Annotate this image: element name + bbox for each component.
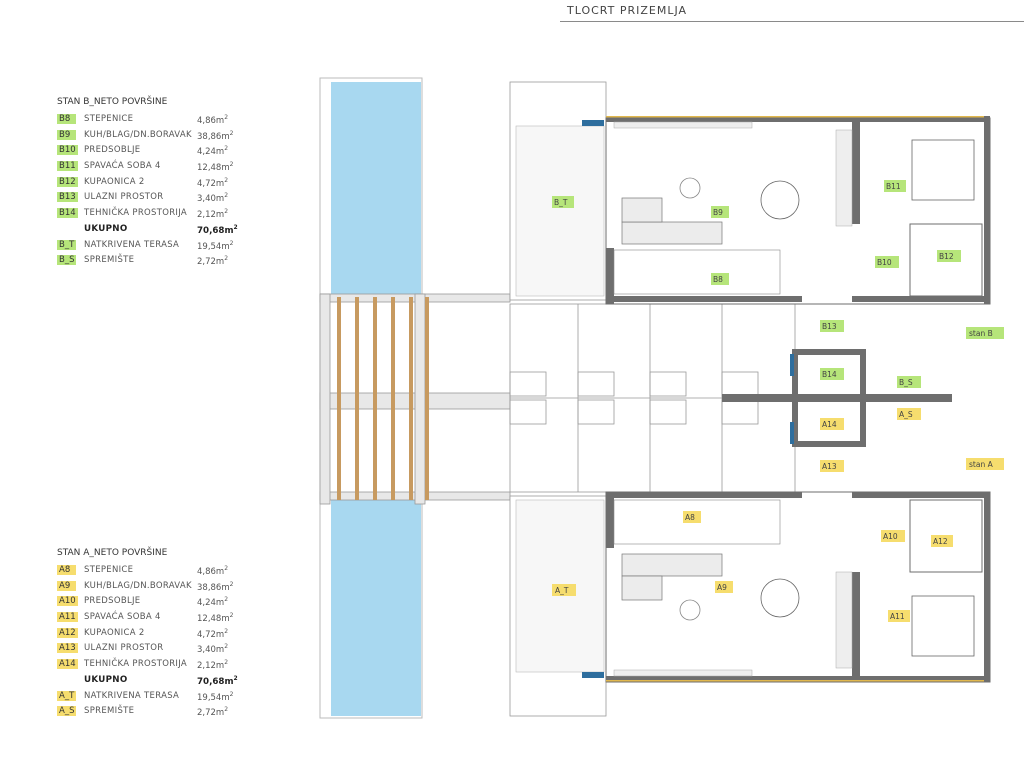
- room-code: B13: [59, 192, 76, 203]
- room-area: $38,86m^2$: [197, 129, 234, 142]
- room-area: $4,24m^2$: [197, 145, 229, 158]
- room-code: B11: [59, 161, 76, 172]
- label-b-t: B_T: [554, 198, 568, 207]
- legend-stan-b-heading: STAN B_NETO POVRŠINE: [57, 97, 168, 107]
- room-code: A8: [57, 565, 76, 575]
- label-a14: A14: [822, 420, 837, 429]
- terrace-b: [510, 82, 606, 300]
- room-area: $4,86m^2$: [197, 565, 229, 577]
- pool-bottom: [331, 500, 421, 716]
- room-area: $2,72m^2$: [197, 255, 229, 268]
- room-code: A_T: [59, 690, 75, 701]
- room-area: $4,24m^2$: [197, 596, 229, 609]
- room-code: A11: [59, 612, 76, 623]
- label-a11: A11: [890, 612, 905, 621]
- room-name: PREDSOBLJE: [84, 596, 141, 607]
- room-name: KUH/BLAG/DN.BORAVAK: [84, 580, 192, 591]
- apartment-b: [606, 116, 990, 304]
- room-code: A14: [59, 659, 76, 670]
- room-code: B_S: [59, 255, 75, 266]
- room-name: ULAZNI PROSTOR: [84, 643, 164, 654]
- legend-stan-a-heading: STAN A_NETO POVRŠINE: [57, 548, 168, 558]
- label-b8: B8: [713, 275, 723, 284]
- room-name: SPREMIŠTE: [84, 706, 135, 717]
- label-b11: B11: [886, 182, 901, 191]
- label-b10: B10: [877, 258, 892, 267]
- room-code: A_S: [59, 706, 75, 717]
- label-b14: B14: [822, 370, 837, 379]
- central-wall: [722, 394, 952, 402]
- room-area: $12,48m^2$: [197, 161, 234, 173]
- label-a10: A10: [883, 532, 898, 541]
- label-stan-b: stan B: [969, 329, 993, 338]
- apartment-a: [606, 492, 990, 682]
- total-area: $70,68m^2$: [197, 223, 238, 236]
- room-name: TEHNIČKA PROSTORIJA: [84, 659, 187, 670]
- label-a-t: A_T: [555, 586, 569, 595]
- room-area: $4,86m^2$: [197, 114, 229, 126]
- label-a13: A13: [822, 462, 837, 471]
- room-name: STEPENICE: [84, 114, 134, 124]
- room-code: B9: [57, 130, 76, 140]
- room-area: $19,54m^2$: [197, 690, 234, 703]
- room-area: $4,72m^2$: [197, 176, 229, 189]
- label-a8: A8: [685, 513, 695, 522]
- room-code: B12: [59, 176, 76, 187]
- room-name: TEHNIČKA PROSTORIJA: [84, 208, 187, 219]
- room-code: B_T: [59, 239, 75, 250]
- room-code: A10: [59, 596, 76, 607]
- terrace-a: [510, 496, 606, 716]
- pool-top: [331, 82, 421, 294]
- room-name: ULAZNI PROSTOR: [84, 192, 164, 203]
- walkways: [320, 294, 510, 504]
- total-label: UKUPNO: [84, 674, 128, 685]
- room-area: $2,72m^2$: [197, 706, 229, 719]
- label-stan-a: stan A: [969, 460, 993, 469]
- room-area: $4,72m^2$: [197, 627, 229, 640]
- room-name: SPREMIŠTE: [84, 255, 135, 266]
- label-b-s: B_S: [899, 378, 913, 387]
- label-a9: A9: [717, 583, 727, 592]
- room-name: KUH/BLAG/DN.BORAVAK: [84, 129, 192, 140]
- label-a-s: A_S: [899, 410, 913, 419]
- room-area: $3,40m^2$: [197, 643, 229, 656]
- room-name: SPAVAĆA SOBA 4: [84, 161, 161, 172]
- room-name: KUPAONICA 2: [84, 627, 145, 638]
- room-name: NATKRIVENA TERASA: [84, 690, 180, 701]
- room-name: PREDSOBLJE: [84, 145, 141, 156]
- room-code: A9: [57, 581, 76, 591]
- total-label: UKUPNO: [84, 223, 128, 234]
- room-area: $2,12m^2$: [197, 208, 229, 220]
- room-code: A13: [59, 643, 76, 654]
- room-area: $12,48m^2$: [197, 612, 234, 624]
- room-area: $19,54m^2$: [197, 239, 234, 252]
- room-area: $38,86m^2$: [197, 580, 234, 593]
- total-area: $70,68m^2$: [197, 674, 238, 687]
- room-area: $2,12m^2$: [197, 659, 229, 671]
- room-code: A12: [59, 627, 76, 638]
- label-b13: B13: [822, 322, 837, 331]
- room-code: B10: [59, 145, 76, 156]
- label-a12: A12: [933, 537, 948, 546]
- room-code: B8: [57, 114, 76, 124]
- label-b12: B12: [939, 252, 954, 261]
- room-name: KUPAONICA 2: [84, 176, 145, 187]
- room-area: $3,40m^2$: [197, 192, 229, 205]
- room-name: STEPENICE: [84, 565, 134, 575]
- label-b9: B9: [713, 208, 723, 217]
- room-name: NATKRIVENA TERASA: [84, 239, 180, 250]
- drawing-title: TLOCRT PRIZEMLJA: [567, 4, 688, 17]
- room-code: B14: [59, 208, 76, 219]
- room-name: SPAVAĆA SOBA 4: [84, 612, 161, 623]
